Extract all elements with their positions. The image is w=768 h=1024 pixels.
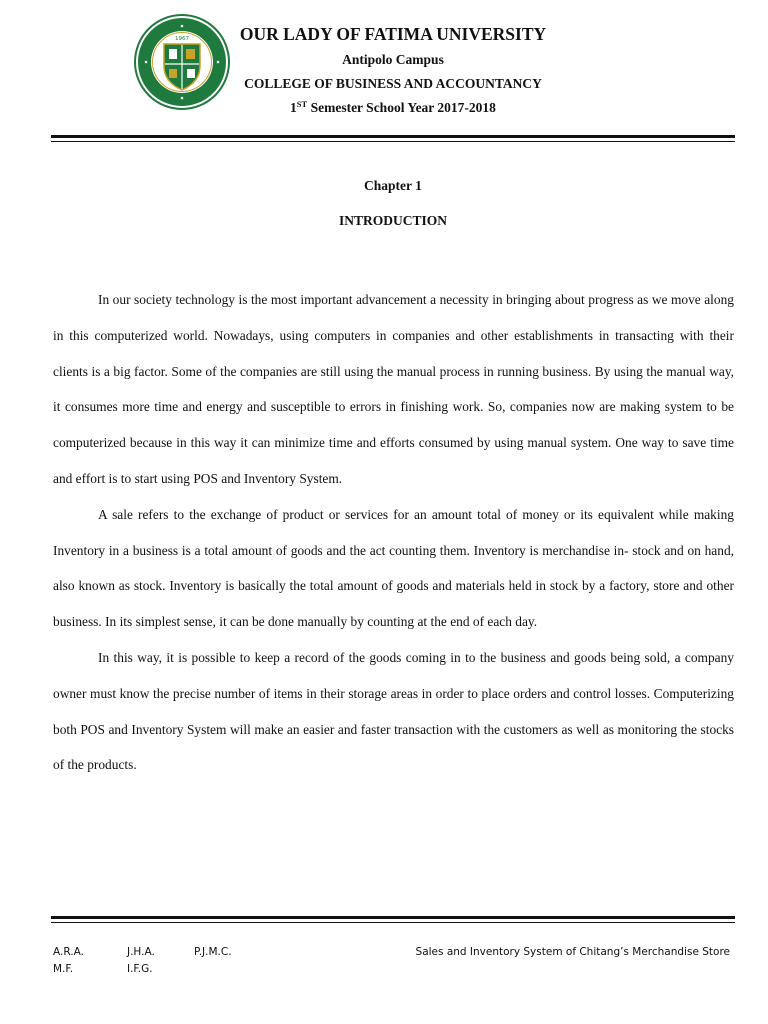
footer-initials: J.H.A. [127,946,155,958]
footer-system-title: Sales and Inventory System of Chitang’s Merchandise Store [415,946,730,958]
footer-divider [51,916,735,923]
semester-text: Semester School Year 2017-2018 [307,100,496,115]
header-divider [51,135,735,142]
footer-initials: I.F.G. [127,963,153,975]
university-name: OUR LADY OF FATIMA UNIVERSITY [239,24,547,44]
campus-name: Antipolo Campus [342,52,444,67]
paragraph: A sale refers to the exchange of product or services for an amount total of money or its equivalent while making Inventory in a business is a total amount of goods and the act counting them. Inventory is merchandise in- stock and on hand, also known as stock. Inventory is basically the total amount of goods and materials held in stock by a factory, store and other business. In its simplest sense, it can be done manually by counting at the end of each day. [53,506,734,630]
paragraph: In our society technology is the most important advancement a necessity in bringing about progress as we move along in this computerized world. Nowadays, using computers in companies and other establishments in transacting with their clients is a big factor. Some of the companies are still using the manual process in running business. By using the manual way, it consumes more time and energy and susceptible to errors in finishing work. So, companies now are making system to be computerized because in this way it can minimize time and efforts consumed by using manual system. One way to save time and effort is to start using POS and Inventory System. [53,292,734,486]
university-seal-logo [134,14,230,110]
semester-number: 1 [290,100,297,115]
footer-initials: P.J.M.C. [194,946,232,958]
body-text [53,282,734,783]
paragraph: In this way, it is possible to keep a record of the goods coming in to the business and goods being sold, a company owner must know the precise number of items in their storage areas in order to place orders and control losses. Computerizing both POS and Inventory System will make an easier and faster transaction with the customers as well as monitoring the stocks of the products. [53,649,734,773]
semester-line [220,100,566,116]
college-name: COLLEGE OF BUSINESS AND ACCOUNTANCY [244,76,542,91]
seal-year: 1967 [175,36,189,42]
chapter-title: INTRODUCTION [338,213,447,228]
footer-initials: A.R.A. [53,946,84,958]
footer-initials: M.F. [53,963,74,975]
semester-ordinal-suffix: ST [296,99,308,109]
chapter-number: Chapter 1 [364,178,422,193]
